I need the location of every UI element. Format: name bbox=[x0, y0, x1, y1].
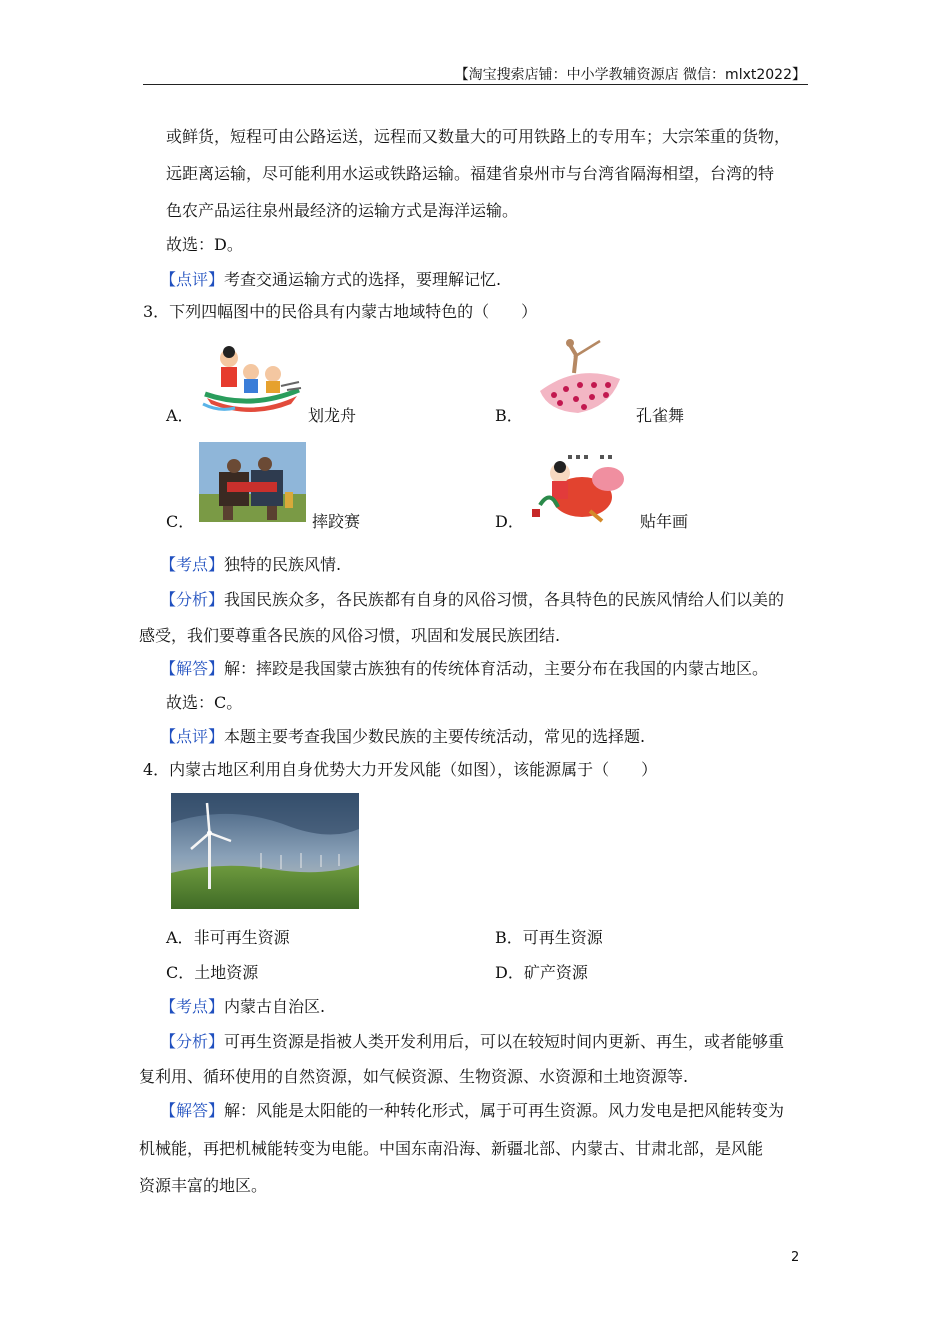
peacock-dance-image bbox=[530, 333, 626, 419]
q3-option-a-letter: A． bbox=[166, 406, 194, 425]
option-label: 矿产资源 bbox=[523, 963, 588, 982]
q4-stem: 4．内蒙古地区利用自身优势大力开发风能（如图），该能源属于（ ） bbox=[143, 760, 658, 779]
q4-jieda-3: 资源丰富的地区。 bbox=[139, 1176, 268, 1195]
jieda-tag: 【解答】 bbox=[160, 1101, 225, 1120]
comment-text: 考查交通运输方式的选择，要理解记忆. bbox=[224, 270, 502, 289]
q3-fenxi-2: 感受，我们要尊重各民族的风俗习惯，巩固和发展民族团结. bbox=[139, 626, 561, 645]
q3-option-a-label: 划龙舟 bbox=[308, 406, 357, 425]
kaodian-tag: 【考点】 bbox=[160, 997, 225, 1016]
q4-fenxi-1 bbox=[160, 1032, 784, 1052]
comment-text: 本题主要考查我国少数民族的主要传统活动，常见的选择题. bbox=[224, 727, 646, 746]
option-label: 土地资源 bbox=[194, 963, 259, 982]
option-label: 非可再生资源 bbox=[193, 928, 290, 947]
q2-answer: 故选：D。 bbox=[166, 235, 243, 254]
dragon-boat-image bbox=[199, 338, 303, 416]
q3-option-d-label: 贴年画 bbox=[640, 512, 689, 531]
q3-jieda bbox=[160, 659, 768, 679]
fenxi-text: 可再生资源是指被人类开发利用后，可以在较短时间内更新、再生，或者能够重 bbox=[224, 1032, 785, 1051]
page-header bbox=[143, 62, 808, 85]
q3-stem: 3．下列四幅图中的民俗具有内蒙古地域特色的（ ） bbox=[143, 302, 538, 321]
fenxi-tag: 【分析】 bbox=[160, 590, 225, 609]
q3-option-b-letter: B． bbox=[495, 406, 523, 425]
q4-jieda-2: 机械能，再把机械能转变为电能。中国东南沿海、新疆北部、内蒙古、甘肃北部，是风能 bbox=[139, 1139, 764, 1158]
comment-tag: 【点评】 bbox=[160, 727, 225, 746]
q3-option-d-letter: D． bbox=[495, 512, 524, 531]
kaodian-text: 内蒙古自治区. bbox=[224, 997, 326, 1016]
q2-comment bbox=[160, 270, 501, 290]
q2-line-3: 色农产品运往泉州最经济的运输方式是海洋运输。 bbox=[166, 201, 519, 220]
option-letter: A． bbox=[166, 928, 194, 947]
jieda-text: 解：风能是太阳能的一种转化形式，属于可再生资源。风力发电是把风能转变为 bbox=[224, 1101, 785, 1120]
q3-option-b-label: 孔雀舞 bbox=[636, 406, 685, 425]
jieda-text: 解：摔跤是我国蒙古族独有的传统体育活动，主要分布在我国的内蒙古地区。 bbox=[224, 659, 769, 678]
option-letter: B． bbox=[495, 928, 523, 947]
q4-kaodian bbox=[160, 997, 325, 1017]
q3-answer: 故选：C。 bbox=[166, 693, 243, 712]
header-text: 【淘宝搜索店铺：中小学教辅资源店 微信：mlxt2022】 bbox=[454, 67, 806, 83]
new-year-painting-image bbox=[530, 449, 630, 527]
fenxi-text: 我国民族众多，各民族都有自身的风俗习惯，各具特色的民族风情给人们以美的 bbox=[224, 590, 785, 609]
q3-comment bbox=[160, 727, 645, 747]
option-letter: C． bbox=[166, 963, 195, 982]
q4-jieda-1 bbox=[160, 1101, 784, 1121]
q4-option-d bbox=[495, 963, 588, 983]
kaodian-text: 独特的民族风情. bbox=[224, 555, 342, 574]
comment-tag: 【点评】 bbox=[160, 270, 225, 289]
wind-turbine-image bbox=[171, 793, 359, 909]
q3-fenxi-1 bbox=[160, 590, 784, 610]
option-letter: D． bbox=[495, 963, 524, 982]
page-number: 2 bbox=[791, 1250, 800, 1265]
kaodian-tag: 【考点】 bbox=[160, 555, 225, 574]
fenxi-tag: 【分析】 bbox=[160, 1032, 225, 1051]
q4-option-c bbox=[166, 963, 258, 983]
q2-line-1: 或鲜货，短程可由公路运送，远程而又数量大的可用铁路上的专用车；大宗笨重的货物， bbox=[166, 127, 791, 146]
q4-option-a bbox=[166, 928, 290, 948]
q4-fenxi-2: 复利用、循环使用的自然资源，如气候资源、生物资源、水资源和土地资源等. bbox=[139, 1067, 689, 1086]
wrestling-image bbox=[199, 442, 306, 522]
jieda-tag: 【解答】 bbox=[160, 659, 225, 678]
option-label: 可再生资源 bbox=[522, 928, 603, 947]
q4-option-b bbox=[495, 928, 603, 948]
q2-line-2: 远距离运输，尽可能利用水运或铁路运输。福建省泉州市与台湾省隔海相望，台湾的特 bbox=[166, 164, 775, 183]
q3-option-c-letter: C． bbox=[166, 512, 195, 531]
q3-option-c-label: 摔跤赛 bbox=[312, 512, 361, 531]
q3-kaodian bbox=[160, 555, 341, 575]
